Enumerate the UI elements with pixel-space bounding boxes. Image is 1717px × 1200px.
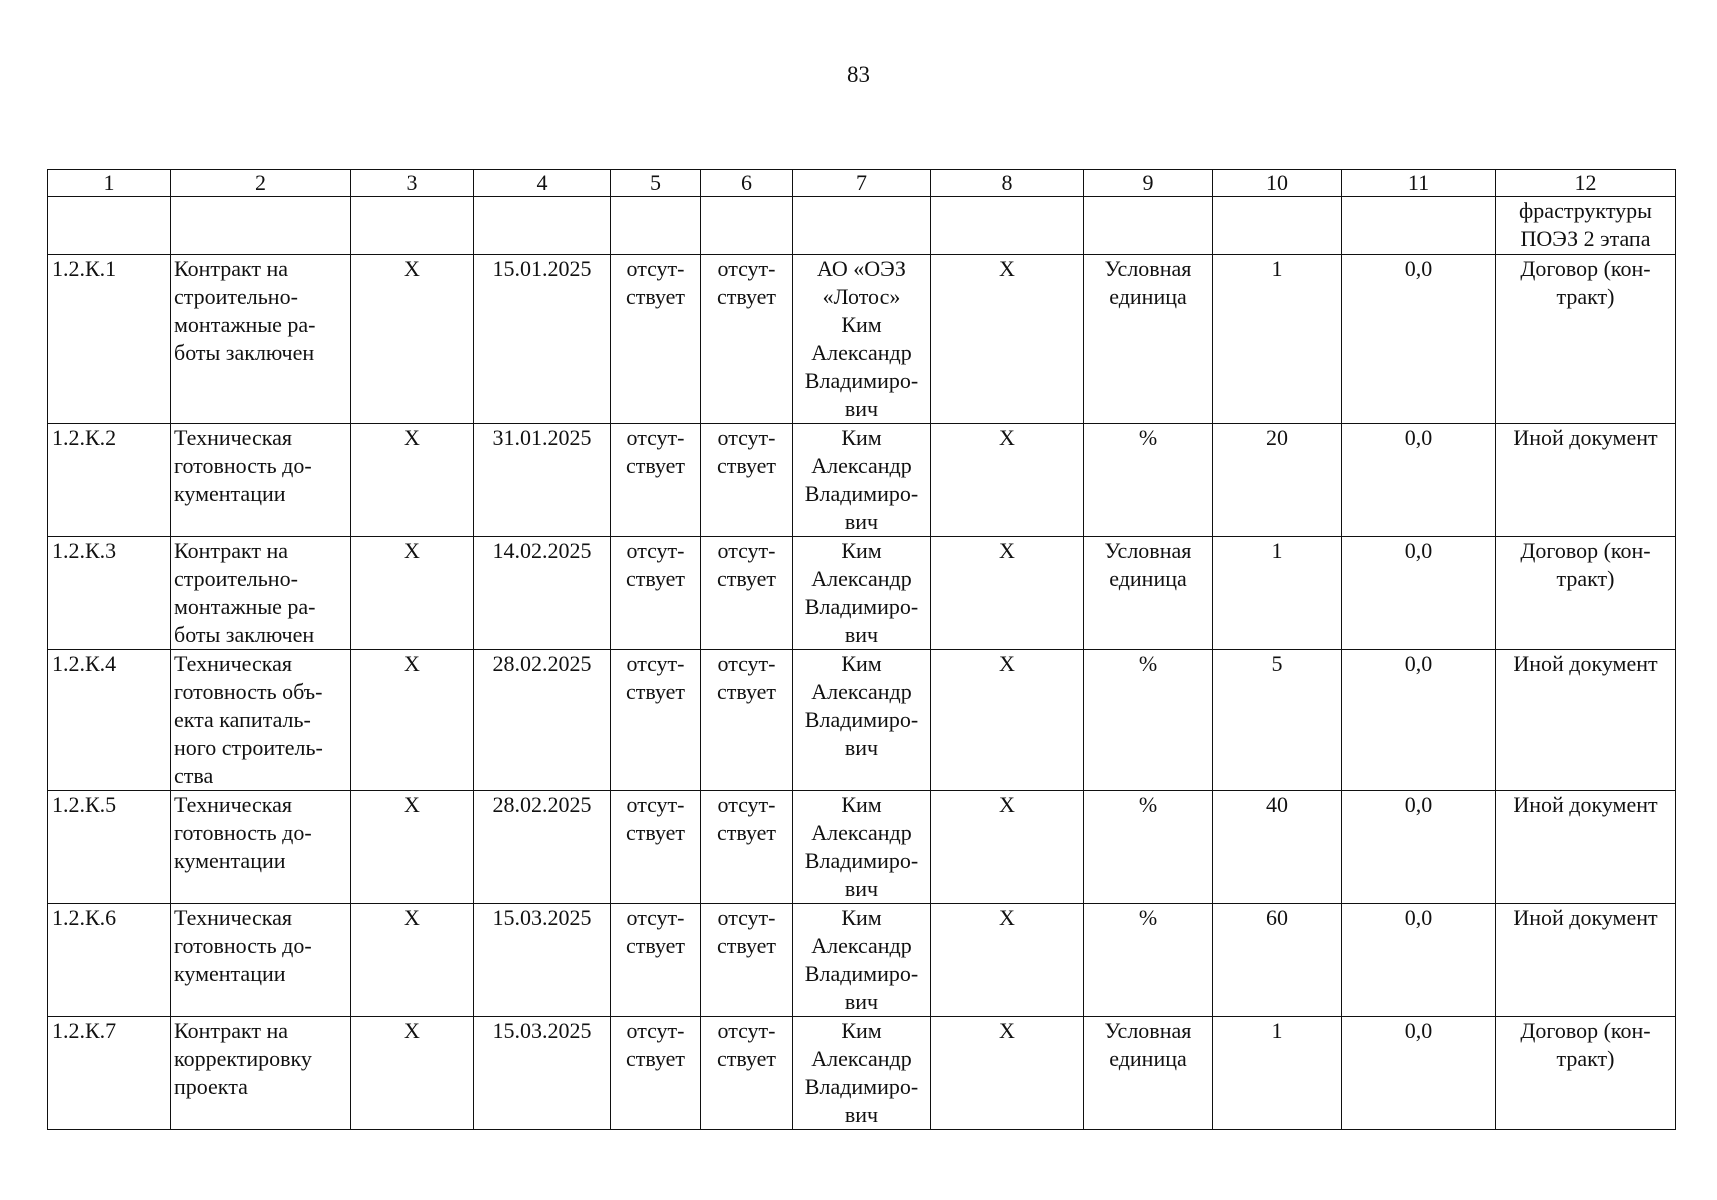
cell-name bbox=[171, 650, 351, 791]
cell-line: ствует bbox=[716, 1046, 777, 1071]
cell-col11: 0,0 bbox=[1342, 1017, 1496, 1130]
column-number: 9 bbox=[1084, 170, 1213, 197]
cell-doc bbox=[1496, 255, 1676, 424]
cell-empty bbox=[1213, 197, 1342, 255]
cell-line: строительно- bbox=[174, 284, 298, 309]
cell-line: Ким bbox=[841, 1018, 882, 1043]
cell-date: 15.01.2025 bbox=[474, 255, 611, 424]
cell-line: Техническая bbox=[174, 651, 293, 676]
cell-doc bbox=[1496, 1017, 1676, 1130]
cell-col11: 0,0 bbox=[1342, 424, 1496, 537]
cell-id: 1.2.К.7 bbox=[48, 1017, 171, 1130]
cell-line: отсут- bbox=[717, 905, 776, 930]
cell-col5 bbox=[611, 424, 701, 537]
cell-unit bbox=[1084, 650, 1213, 791]
cell-responsible bbox=[793, 1017, 931, 1130]
cell-line: вич bbox=[844, 1102, 879, 1127]
cell-line: ствует bbox=[716, 453, 777, 478]
cell-line: готовность до- bbox=[174, 820, 312, 845]
cell-date: 28.02.2025 bbox=[474, 791, 611, 904]
cell-line: Договор (кон- bbox=[1520, 538, 1651, 563]
cell-line: вич bbox=[844, 735, 879, 760]
cell-unit bbox=[1084, 791, 1213, 904]
cell-line: Договор (кон- bbox=[1520, 256, 1651, 281]
cell-line: Ким bbox=[841, 651, 882, 676]
cell-line: отсут- bbox=[717, 256, 776, 281]
cell-line: кументации bbox=[174, 848, 286, 873]
cell-line: отсут- bbox=[626, 256, 685, 281]
cell-line: ствует bbox=[625, 820, 686, 845]
cell-id: 1.2.К.6 bbox=[48, 904, 171, 1017]
cell-line: Контракт на bbox=[174, 256, 289, 281]
cell-line: монтажные ра- bbox=[174, 312, 316, 337]
cell-line: АО «ОЭЗ bbox=[817, 256, 906, 281]
cell-line: отсут- bbox=[717, 651, 776, 676]
cell-line: единица bbox=[1109, 566, 1187, 591]
cell-line: Условная bbox=[1104, 1018, 1192, 1043]
cell-empty bbox=[931, 197, 1084, 255]
cell-line: Ким bbox=[841, 792, 882, 817]
cell-value: 40 bbox=[1213, 791, 1342, 904]
cell-line: вич bbox=[844, 396, 879, 421]
cell-line: ствует bbox=[716, 820, 777, 845]
cell-name bbox=[171, 791, 351, 904]
cell-line: отсут- bbox=[717, 792, 776, 817]
cell-value: 1 bbox=[1213, 1017, 1342, 1130]
cell-col5 bbox=[611, 255, 701, 424]
column-number: 5 bbox=[611, 170, 701, 197]
cell-date: 14.02.2025 bbox=[474, 537, 611, 650]
cell-col11: 0,0 bbox=[1342, 537, 1496, 650]
cell-value: 1 bbox=[1213, 537, 1342, 650]
cell-responsible bbox=[793, 255, 931, 424]
column-number: 1 bbox=[48, 170, 171, 197]
cell-date: 31.01.2025 bbox=[474, 424, 611, 537]
cell-line: отсут- bbox=[626, 1018, 685, 1043]
cell-line: ствует bbox=[625, 284, 686, 309]
cell-line: проекта bbox=[174, 1074, 248, 1099]
cell-line: Александр bbox=[811, 566, 912, 591]
cell-col6 bbox=[701, 1017, 793, 1130]
cell-value: 60 bbox=[1213, 904, 1342, 1017]
cell-name bbox=[171, 255, 351, 424]
cell-line: Техническая bbox=[174, 905, 293, 930]
cell-col3: Х bbox=[351, 1017, 474, 1130]
cell-empty bbox=[1342, 197, 1496, 255]
cell-line: вич bbox=[844, 509, 879, 534]
cell-col8: Х bbox=[931, 255, 1084, 424]
cell-line: Владимиро- bbox=[804, 961, 919, 986]
cell-doc bbox=[1496, 650, 1676, 791]
cell-line: Ким bbox=[841, 905, 882, 930]
cell-line: Условная bbox=[1104, 256, 1192, 281]
column-number: 12 bbox=[1496, 170, 1676, 197]
table-row bbox=[48, 424, 1676, 537]
cell-doc bbox=[1496, 791, 1676, 904]
cell-col5 bbox=[611, 791, 701, 904]
cell-id: 1.2.К.1 bbox=[48, 255, 171, 424]
cell-line: тракт) bbox=[1556, 566, 1615, 591]
continuation-row bbox=[48, 197, 1676, 255]
cell-col5 bbox=[611, 904, 701, 1017]
cell-line: Договор (кон- bbox=[1520, 1018, 1651, 1043]
cell-line: кументации bbox=[174, 481, 286, 506]
cell-line: боты заключен bbox=[174, 340, 315, 365]
cell-line: Владимиро- bbox=[804, 1074, 919, 1099]
cell-line: ства bbox=[174, 763, 214, 788]
cell-line: ПОЭЗ 2 этапа bbox=[1520, 226, 1651, 251]
cell-line: Условная bbox=[1104, 538, 1192, 563]
cell-line: единица bbox=[1109, 284, 1187, 309]
cell-name bbox=[171, 1017, 351, 1130]
cell-unit bbox=[1084, 255, 1213, 424]
cell-line: екта капиталь- bbox=[174, 707, 311, 732]
cell-line: Техническая bbox=[174, 425, 293, 450]
cell-responsible bbox=[793, 424, 931, 537]
cell-line: Александр bbox=[811, 820, 912, 845]
cell-date: 28.02.2025 bbox=[474, 650, 611, 791]
cell-col6 bbox=[701, 904, 793, 1017]
cell-line: ного строитель- bbox=[174, 735, 323, 760]
cell-id: 1.2.К.5 bbox=[48, 791, 171, 904]
cell-line: готовность до- bbox=[174, 453, 312, 478]
cell-date: 15.03.2025 bbox=[474, 1017, 611, 1130]
cell-col5 bbox=[611, 537, 701, 650]
column-number: 4 bbox=[474, 170, 611, 197]
cell-doc-continuation bbox=[1496, 197, 1676, 255]
cell-line: ствует bbox=[625, 679, 686, 704]
cell-empty bbox=[351, 197, 474, 255]
cell-unit bbox=[1084, 904, 1213, 1017]
cell-col6 bbox=[701, 650, 793, 791]
cell-col5 bbox=[611, 650, 701, 791]
cell-line: готовность до- bbox=[174, 933, 312, 958]
cell-line: ствует bbox=[625, 1046, 686, 1071]
page-number: 83 bbox=[847, 62, 870, 87]
cell-line: отсут- bbox=[626, 905, 685, 930]
column-number: 7 bbox=[793, 170, 931, 197]
cell-line: монтажные ра- bbox=[174, 594, 316, 619]
cell-line: отсут- bbox=[626, 425, 685, 450]
cell-col6 bbox=[701, 255, 793, 424]
cell-line: Ким bbox=[841, 538, 882, 563]
cell-line: кументации bbox=[174, 961, 286, 986]
cell-col3: Х bbox=[351, 537, 474, 650]
cell-value: 1 bbox=[1213, 255, 1342, 424]
cell-line: Владимиро- bbox=[804, 707, 919, 732]
cell-line: % bbox=[1138, 905, 1158, 930]
cell-line: Контракт на bbox=[174, 1018, 289, 1043]
cell-line: отсут- bbox=[626, 538, 685, 563]
cell-line: отсут- bbox=[717, 538, 776, 563]
cell-col6 bbox=[701, 791, 793, 904]
data-table bbox=[47, 169, 1676, 1130]
cell-col3: Х bbox=[351, 791, 474, 904]
cell-line: корректировку bbox=[174, 1046, 312, 1071]
column-number: 6 bbox=[701, 170, 793, 197]
cell-doc bbox=[1496, 424, 1676, 537]
cell-line: вич bbox=[844, 989, 879, 1014]
cell-line: фраструктуры bbox=[1519, 198, 1652, 223]
cell-line: отсут- bbox=[626, 651, 685, 676]
cell-line: тракт) bbox=[1556, 1046, 1615, 1071]
cell-col11: 0,0 bbox=[1342, 904, 1496, 1017]
cell-responsible bbox=[793, 904, 931, 1017]
cell-line: ствует bbox=[625, 566, 686, 591]
cell-doc bbox=[1496, 537, 1676, 650]
cell-col3: Х bbox=[351, 904, 474, 1017]
cell-col6 bbox=[701, 424, 793, 537]
cell-line: Иной документ bbox=[1513, 905, 1658, 930]
cell-line: единица bbox=[1109, 1046, 1187, 1071]
cell-col8: Х bbox=[931, 424, 1084, 537]
cell-line: боты заключен bbox=[174, 622, 315, 647]
column-number-row bbox=[48, 170, 1676, 197]
cell-line: ствует bbox=[716, 566, 777, 591]
cell-name bbox=[171, 424, 351, 537]
cell-line: вич bbox=[844, 622, 879, 647]
cell-empty bbox=[793, 197, 931, 255]
table-row bbox=[48, 537, 1676, 650]
cell-line: Владимиро- bbox=[804, 594, 919, 619]
table-row bbox=[48, 650, 1676, 791]
cell-doc bbox=[1496, 904, 1676, 1017]
cell-line: строительно- bbox=[174, 566, 298, 591]
cell-unit bbox=[1084, 424, 1213, 537]
column-number: 3 bbox=[351, 170, 474, 197]
cell-date: 15.03.2025 bbox=[474, 904, 611, 1017]
cell-col3: Х bbox=[351, 255, 474, 424]
cell-line: Ким bbox=[841, 425, 882, 450]
cell-line: вич bbox=[844, 876, 879, 901]
cell-empty bbox=[701, 197, 793, 255]
table-row bbox=[48, 1017, 1676, 1130]
cell-id: 1.2.К.2 bbox=[48, 424, 171, 537]
cell-line: Александр bbox=[811, 933, 912, 958]
cell-col8: Х bbox=[931, 537, 1084, 650]
cell-line: отсут- bbox=[717, 1018, 776, 1043]
cell-empty bbox=[48, 197, 171, 255]
cell-line: ствует bbox=[716, 679, 777, 704]
cell-empty bbox=[474, 197, 611, 255]
cell-line: % bbox=[1138, 651, 1158, 676]
cell-line: Иной документ bbox=[1513, 792, 1658, 817]
cell-line: Владимиро- bbox=[804, 368, 919, 393]
column-number: 10 bbox=[1213, 170, 1342, 197]
cell-col6 bbox=[701, 537, 793, 650]
column-number: 2 bbox=[171, 170, 351, 197]
cell-name bbox=[171, 537, 351, 650]
cell-id: 1.2.К.3 bbox=[48, 537, 171, 650]
cell-unit bbox=[1084, 1017, 1213, 1130]
cell-line: отсут- bbox=[717, 425, 776, 450]
cell-line: тракт) bbox=[1556, 284, 1615, 309]
cell-line: Иной документ bbox=[1513, 425, 1658, 450]
cell-col8: Х bbox=[931, 1017, 1084, 1130]
cell-col3: Х bbox=[351, 424, 474, 537]
cell-line: Техническая bbox=[174, 792, 293, 817]
cell-line: Александр bbox=[811, 340, 912, 365]
cell-col11: 0,0 bbox=[1342, 255, 1496, 424]
table-row bbox=[48, 255, 1676, 424]
cell-line: Александр bbox=[811, 1046, 912, 1071]
cell-responsible bbox=[793, 537, 931, 650]
cell-col8: Х bbox=[931, 650, 1084, 791]
column-number: 8 bbox=[931, 170, 1084, 197]
cell-responsible bbox=[793, 650, 931, 791]
cell-line: ствует bbox=[625, 933, 686, 958]
cell-empty bbox=[1084, 197, 1213, 255]
cell-line: % bbox=[1138, 792, 1158, 817]
cell-line: Контракт на bbox=[174, 538, 289, 563]
cell-line: отсут- bbox=[626, 792, 685, 817]
cell-line: % bbox=[1138, 425, 1158, 450]
cell-line: Ким bbox=[841, 312, 882, 337]
cell-empty bbox=[171, 197, 351, 255]
cell-value: 20 bbox=[1213, 424, 1342, 537]
cell-col11: 0,0 bbox=[1342, 650, 1496, 791]
cell-line: ствует bbox=[716, 284, 777, 309]
cell-line: Владимиро- bbox=[804, 481, 919, 506]
table-row bbox=[48, 791, 1676, 904]
cell-line: «Лотос» bbox=[822, 284, 901, 309]
cell-col8: Х bbox=[931, 791, 1084, 904]
cell-line: ствует bbox=[625, 453, 686, 478]
cell-id: 1.2.К.4 bbox=[48, 650, 171, 791]
cell-line: Иной документ bbox=[1513, 651, 1658, 676]
cell-line: Владимиро- bbox=[804, 848, 919, 873]
cell-value: 5 bbox=[1213, 650, 1342, 791]
cell-line: готовность объ- bbox=[174, 679, 323, 704]
table-row bbox=[48, 904, 1676, 1017]
cell-line: ствует bbox=[716, 933, 777, 958]
cell-name bbox=[171, 904, 351, 1017]
cell-col11: 0,0 bbox=[1342, 791, 1496, 904]
cell-col8: Х bbox=[931, 904, 1084, 1017]
cell-col3: Х bbox=[351, 650, 474, 791]
cell-line: Александр bbox=[811, 453, 912, 478]
cell-line: Александр bbox=[811, 679, 912, 704]
cell-responsible bbox=[793, 791, 931, 904]
cell-empty bbox=[611, 197, 701, 255]
cell-col5 bbox=[611, 1017, 701, 1130]
column-number: 11 bbox=[1342, 170, 1496, 197]
cell-unit bbox=[1084, 537, 1213, 650]
